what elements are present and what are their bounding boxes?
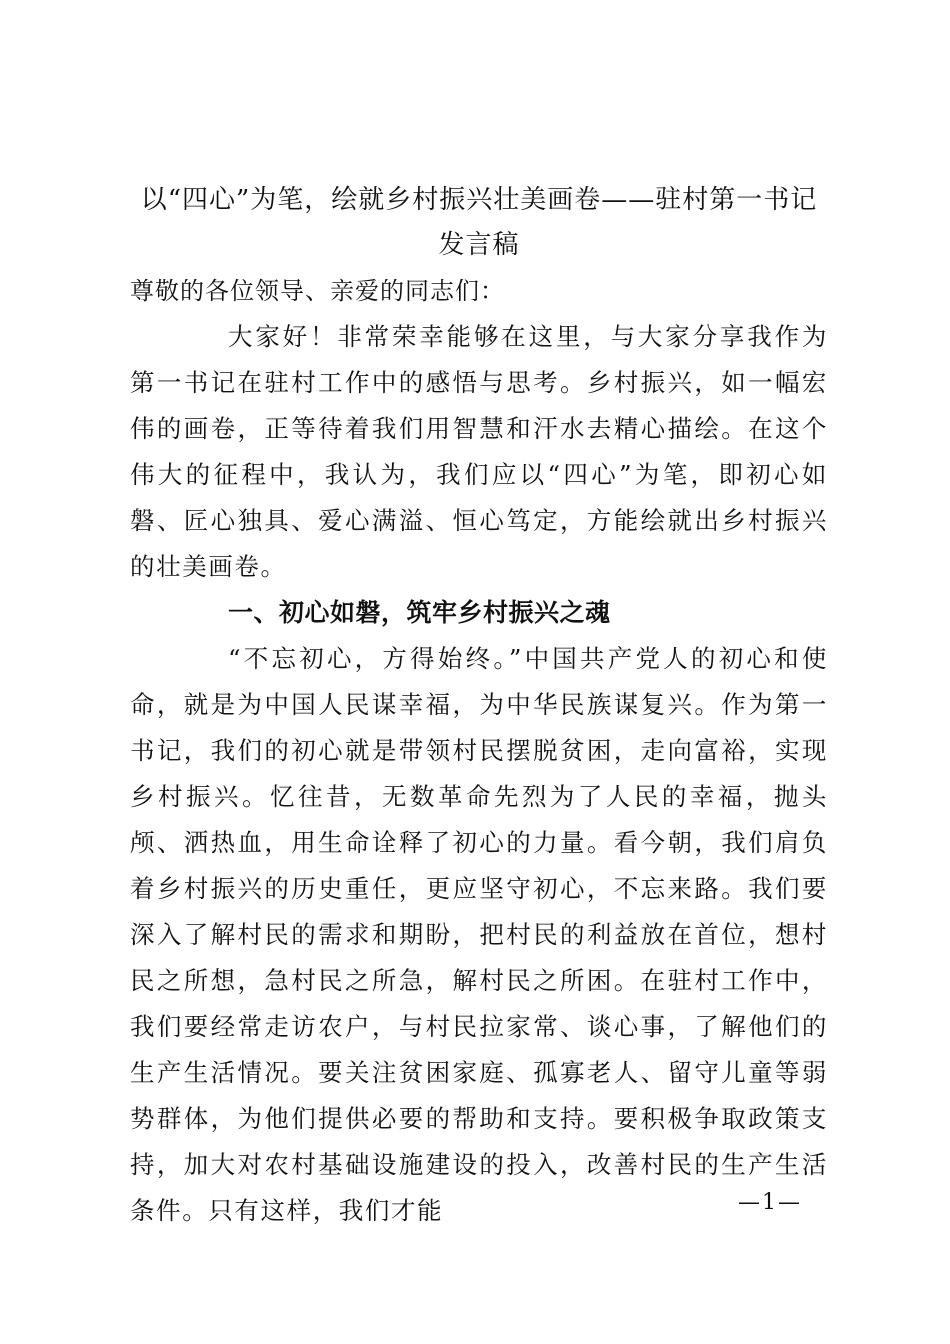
document-body [130,178,828,1234]
section-1-paragraph: “不忘初心，方得始终。”中国共产党人的初心和使命，就是为中国人民谋幸福，为中华民族谋复兴。作为第一书记，我们的初心就是带领村民摆脱贫困，走向富裕，实现乡村振兴。忆往昔，无数革命先烈为了人民的幸福，抛头颅、洒热血，用生命诠释了初心的力量。看今朝，我们肩负着乡村振兴的历史重任，更应坚守初心，不忘来路。我们要深入了解村民的需求和期盼，把村民的利益放在首位，想村民之所想，急村民之所急，解村民之所困。在驻村工作中，我们要经常走访农户，与村民拉家常、谈心事，了解他们的生产生活情况。要关注贫困家庭、孤寡老人、留守儿童等弱势群体，为他们提供必要的帮助和支持。要积极争取政策支持，加大对农村基础设施建设的投入，改善村民的生产生活条件。只有这样，我们才能 [130,644,828,1225]
document-title: 以“四心”为笔，绘就乡村振兴壮美画卷——驻村第一书记发言稿 [140,185,818,260]
intro-paragraph: 大家好！非常荣幸能够在这里，与大家分享我作为第一书记在驻村工作中的感悟与思考。乡村振兴，如一幅宏伟的画卷，正等待着我们用智慧和汗水去精心描绘。在这个伟大的征程中，我认为，我们应以“四心”为笔，即初心如磐、匠心独具、爱心满溢、恒心笃定，方能绘就出乡村振兴的壮美画卷。 [130,322,828,581]
salutation: 尊敬的各位领导、亲爱的同志们： [130,277,505,305]
page-number: —1— [738,1190,802,1215]
section-heading-1: 一、初心如磐，筑牢乡村振兴之魂 [228,598,611,627]
